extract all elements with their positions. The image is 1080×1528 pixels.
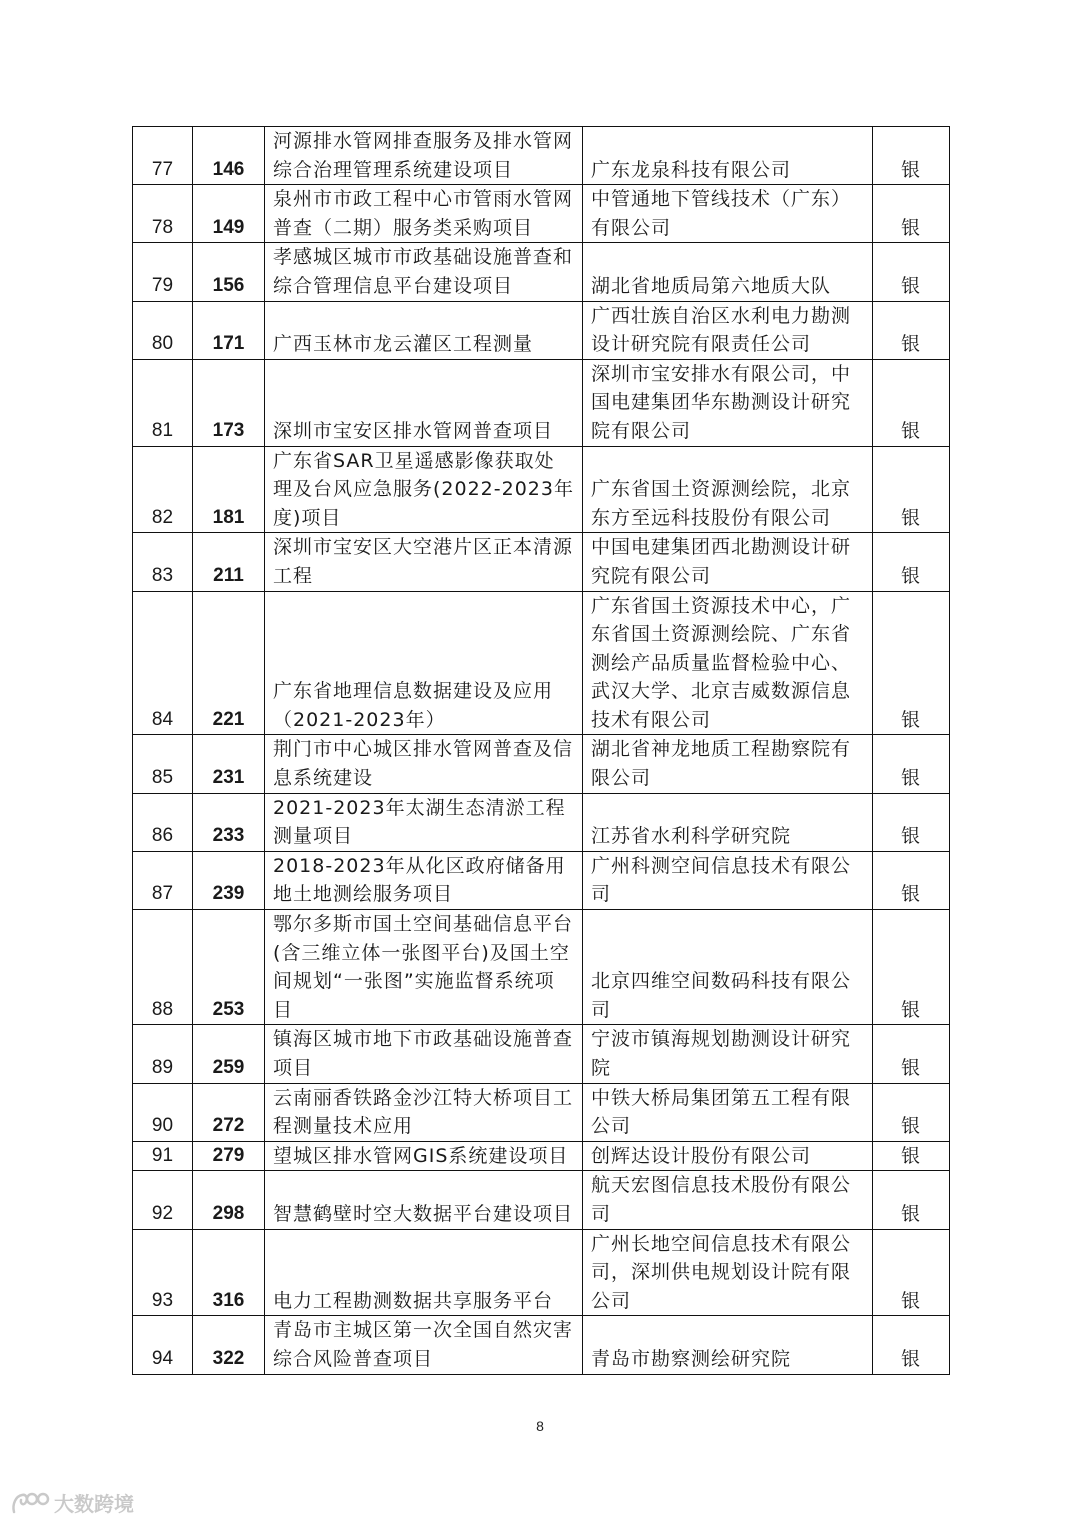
row-number: 82 <box>133 446 193 533</box>
award-level: 银 <box>873 301 950 359</box>
table-row <box>133 185 950 243</box>
table-row <box>133 1316 950 1374</box>
project-name: 泉州市市政工程中心市管雨水管网普查（二期）服务类采购项目 <box>265 185 583 243</box>
table-row <box>133 533 950 591</box>
award-level: 银 <box>873 735 950 793</box>
row-number: 92 <box>133 1171 193 1229</box>
award-level: 银 <box>873 185 950 243</box>
logo-icon <box>10 1490 50 1516</box>
row-number: 81 <box>133 359 193 446</box>
applicant-unit: 广州长地空间信息技术有限公司，深圳供电规划设计院有限公司 <box>583 1229 873 1316</box>
project-name: 孝感城区城市市政基础设施普查和综合管理信息平台建设项目 <box>265 243 583 301</box>
applicant-unit: 北京四维空间数码科技有限公司 <box>583 910 873 1025</box>
table-row <box>133 301 950 359</box>
award-level: 银 <box>873 1316 950 1374</box>
table-row <box>133 851 950 909</box>
table-row <box>133 127 950 185</box>
row-number: 91 <box>133 1141 193 1171</box>
applicant-unit: 中国电建集团西北勘测设计研究院有限公司 <box>583 533 873 591</box>
award-level: 银 <box>873 591 950 735</box>
applicant-unit: 广西壮族自治区水利电力勘测设计研究院有限责任公司 <box>583 301 873 359</box>
project-name: 河源排水管网排查服务及排水管网综合治理管理系统建设项目 <box>265 127 583 185</box>
row-number: 89 <box>133 1025 193 1083</box>
award-level: 银 <box>873 793 950 851</box>
project-code: 146 <box>193 127 265 185</box>
applicant-unit: 青岛市勘察测绘研究院 <box>583 1316 873 1374</box>
table-row <box>133 1141 950 1171</box>
table-row <box>133 1229 950 1316</box>
page-number: 8 <box>536 1418 544 1434</box>
applicant-unit: 中管通地下管线技术（广东）有限公司 <box>583 185 873 243</box>
row-number: 80 <box>133 301 193 359</box>
applicant-unit: 宁波市镇海规划勘测设计研究院 <box>583 1025 873 1083</box>
project-name: 荆门市中心城区排水管网普查及信息系统建设 <box>265 735 583 793</box>
row-number: 90 <box>133 1083 193 1141</box>
project-name: 镇海区城市地下市政基础设施普查项目 <box>265 1025 583 1083</box>
project-code: 279 <box>193 1141 265 1171</box>
award-level: 银 <box>873 243 950 301</box>
row-number: 85 <box>133 735 193 793</box>
project-name: 云南丽香铁路金沙江特大桥项目工程测量技术应用 <box>265 1083 583 1141</box>
applicant-unit: 中铁大桥局集团第五工程有限公司 <box>583 1083 873 1141</box>
applicant-unit: 深圳市宝安排水有限公司，中国电建集团华东勘测设计研究院有限公司 <box>583 359 873 446</box>
table-row <box>133 910 950 1025</box>
project-code: 259 <box>193 1025 265 1083</box>
project-code: 221 <box>193 591 265 735</box>
project-name: 广东省SAR卫星遥感影像获取处理及台风应急服务(2022-2023年度)项目 <box>265 446 583 533</box>
watermark-text: 大数跨境 <box>54 1492 134 1516</box>
project-code: 298 <box>193 1171 265 1229</box>
applicant-unit: 江苏省水利科学研究院 <box>583 793 873 851</box>
award-level: 银 <box>873 446 950 533</box>
row-number: 86 <box>133 793 193 851</box>
applicant-unit: 广东龙泉科技有限公司 <box>583 127 873 185</box>
project-code: 322 <box>193 1316 265 1374</box>
applicant-unit: 湖北省神龙地质工程勘察院有限公司 <box>583 735 873 793</box>
project-name: 深圳市宝安区排水管网普查项目 <box>265 359 583 446</box>
table-row <box>133 243 950 301</box>
row-number: 84 <box>133 591 193 735</box>
project-name: 广西玉林市龙云灌区工程测量 <box>265 301 583 359</box>
project-code: 173 <box>193 359 265 446</box>
project-code: 156 <box>193 243 265 301</box>
project-code: 233 <box>193 793 265 851</box>
project-code: 253 <box>193 910 265 1025</box>
project-name: 2018-2023年从化区政府储备用地土地测绘服务项目 <box>265 851 583 909</box>
applicant-unit: 创辉达设计股份有限公司 <box>583 1141 873 1171</box>
row-number: 93 <box>133 1229 193 1316</box>
award-level: 银 <box>873 359 950 446</box>
award-level: 银 <box>873 1171 950 1229</box>
award-level: 银 <box>873 1229 950 1316</box>
table-row <box>133 1083 950 1141</box>
applicant-unit: 湖北省地质局第六地质大队 <box>583 243 873 301</box>
project-name: 深圳市宝安区大空港片区正本清源工程 <box>265 533 583 591</box>
row-number: 88 <box>133 910 193 1025</box>
table-row <box>133 1171 950 1229</box>
project-name: 广东省地理信息数据建设及应用（2021-2023年） <box>265 591 583 735</box>
applicant-unit: 广东省国土资源技术中心，广东省国土资源测绘院、广东省测绘产品质量监督检验中心、武汉大学、北京吉威数源信息技术有限公司 <box>583 591 873 735</box>
table-row <box>133 793 950 851</box>
project-code: 316 <box>193 1229 265 1316</box>
project-code: 239 <box>193 851 265 909</box>
table-row <box>133 359 950 446</box>
row-number: 78 <box>133 185 193 243</box>
applicant-unit: 航天宏图信息技术股份有限公司 <box>583 1171 873 1229</box>
row-number: 77 <box>133 127 193 185</box>
project-code: 171 <box>193 301 265 359</box>
project-code: 149 <box>193 185 265 243</box>
award-level: 银 <box>873 1083 950 1141</box>
award-level: 银 <box>873 127 950 185</box>
table-row <box>133 591 950 735</box>
table-row <box>133 735 950 793</box>
award-level: 银 <box>873 910 950 1025</box>
award-level: 银 <box>873 851 950 909</box>
watermark <box>10 1488 134 1517</box>
table-row <box>133 1025 950 1083</box>
award-level: 银 <box>873 1141 950 1171</box>
row-number: 94 <box>133 1316 193 1374</box>
project-name: 电力工程勘测数据共享服务平台 <box>265 1229 583 1316</box>
project-name: 青岛市主城区第一次全国自然灾害综合风险普查项目 <box>265 1316 583 1374</box>
project-code: 181 <box>193 446 265 533</box>
award-level: 银 <box>873 533 950 591</box>
applicant-unit: 广州科测空间信息技术有限公司 <box>583 851 873 909</box>
project-name: 智慧鹤壁时空大数据平台建设项目 <box>265 1171 583 1229</box>
project-code: 211 <box>193 533 265 591</box>
table-row <box>133 446 950 533</box>
award-table <box>132 126 950 1375</box>
project-name: 鄂尔多斯市国土空间基础信息平台(含三维立体一张图平台)及国土空间规划“一张图”实施监督系统项目 <box>265 910 583 1025</box>
project-code: 272 <box>193 1083 265 1141</box>
project-code: 231 <box>193 735 265 793</box>
award-level: 银 <box>873 1025 950 1083</box>
applicant-unit: 广东省国土资源测绘院，北京东方至远科技股份有限公司 <box>583 446 873 533</box>
row-number: 79 <box>133 243 193 301</box>
project-name: 望城区排水管网GIS系统建设项目 <box>265 1141 583 1171</box>
project-name: 2021-2023年太湖生态清淤工程测量项目 <box>265 793 583 851</box>
row-number: 87 <box>133 851 193 909</box>
row-number: 83 <box>133 533 193 591</box>
award-table-body <box>133 127 950 1375</box>
